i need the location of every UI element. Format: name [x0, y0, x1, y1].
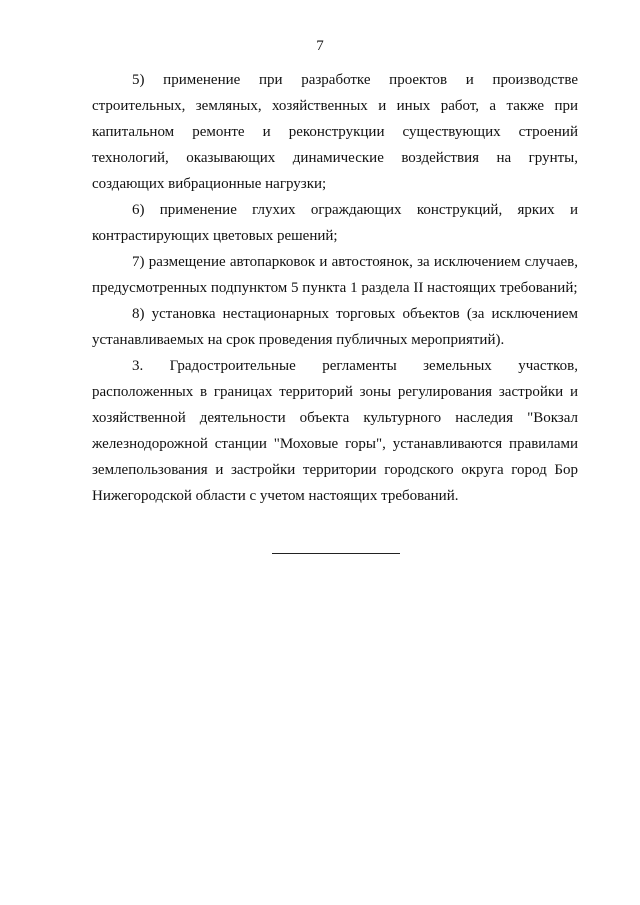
paragraph-item-8: 8) установка нестационарных торговых объектов (за исключением устанавливаемых на срок проведения публичных мероприятий). — [92, 306, 578, 348]
paragraph-item-6: 6) применение глухих ограждающих конструкций, ярких и контрастирующих цветовых решений; — [92, 202, 578, 244]
paragraph-item-5: 5) применение при разработке проектов и производстве строительных, земляных, хозяйственных и иных работ, а также при капитальном ремонте и реконструкции существующих строений технологий, оказывающих динамические воздействия на грунты, создающих вибрационные нагрузки; — [92, 72, 578, 192]
paragraph-section-3: 3. Градостроительные регламенты земельных участков, расположенных в границах территорий зоны регулирования застройки и хозяйственной деятельности объекта культурного наследия "Вокзал железнодорожной станции "Моховые горы", устанавливаются правилами землепользования и застройки территории городского округа город Бор Нижегородской области с учетом настоящих требований. — [92, 358, 578, 504]
paragraph-item-7: 7) размещение автопарковок и автостоянок, за исключением случаев, предусмотренных подпунктом 5 пункта 1 раздела II настоящих требований; — [92, 254, 578, 296]
document-body — [92, 67, 578, 509]
end-divider-line — [272, 553, 400, 554]
page-number: 7 — [316, 38, 324, 54]
